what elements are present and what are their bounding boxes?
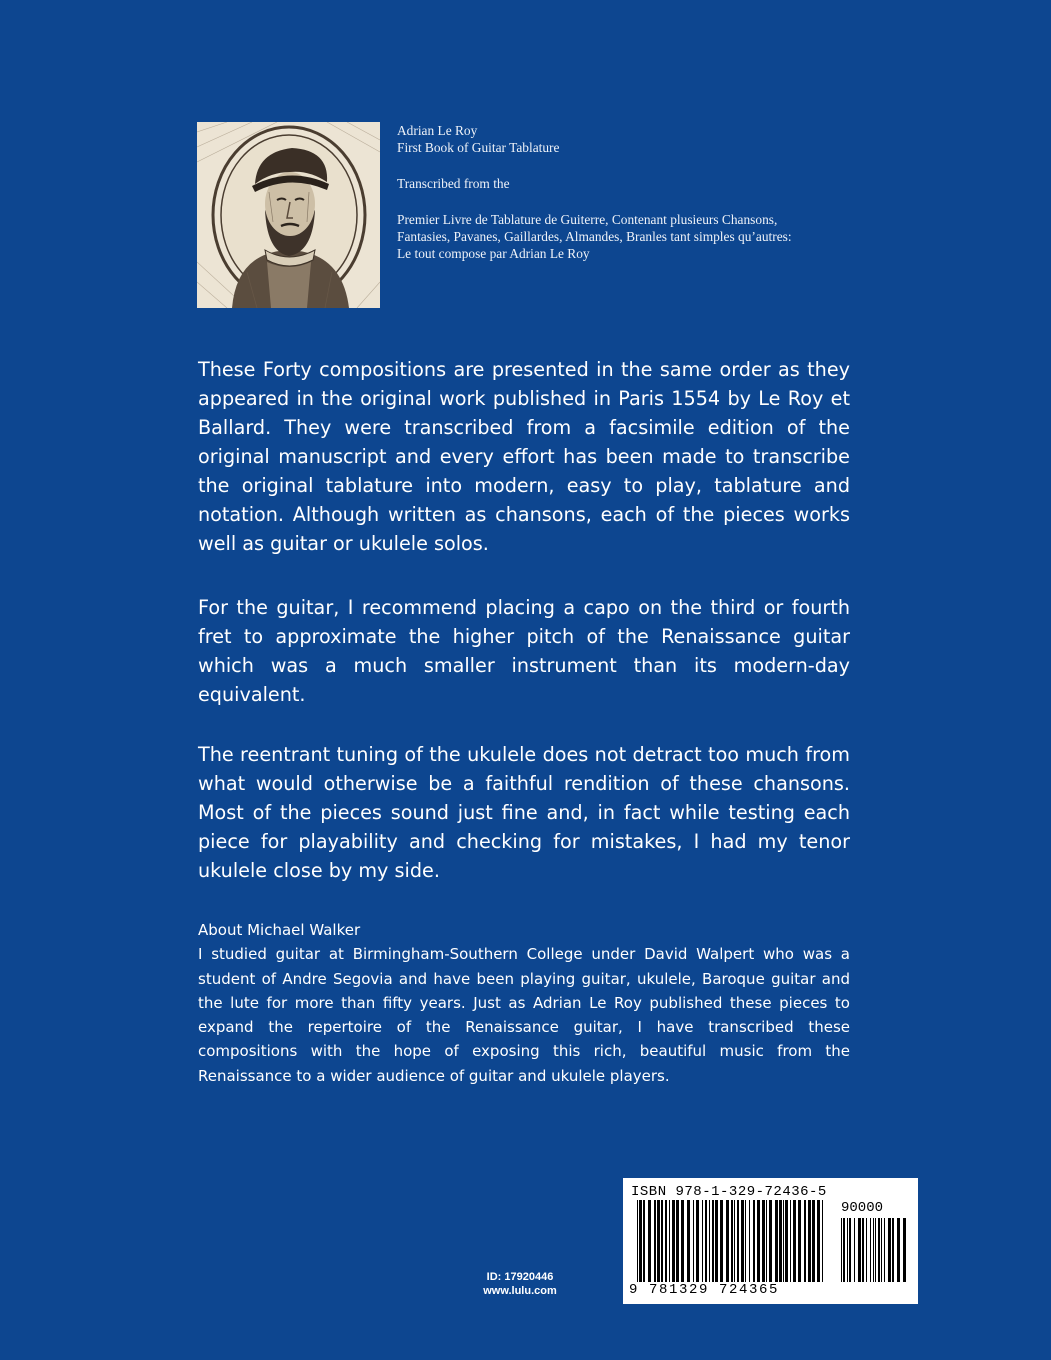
barcode-bar xyxy=(881,1218,882,1282)
ukulele-paragraph: The reentrant tuning of the ukulele does not detract too much from what would otherwise be a faithful rendition of these chansons. Most of the pieces sound just fine and, in fact while testing each piece for playability and checking for mistakes, I had my tenor ukulele close by my side. xyxy=(198,743,850,882)
barcode-bar xyxy=(783,1200,784,1282)
barcode-bar xyxy=(888,1218,891,1282)
barcode-bar xyxy=(841,1218,842,1282)
barcode-bar xyxy=(661,1200,663,1282)
barcode-bar xyxy=(812,1200,815,1282)
book-id: ID: 17920446 xyxy=(486,1271,554,1283)
original-title-line-1: Premier Livre de Tablature de Guiterre, Contenant plusieurs Chansons, xyxy=(397,212,778,227)
about-text: I studied guitar at Birmingham-Southern College under David Walpert who was a student of Andre Segovia and have been playing guitar, ukulele, Baroque guitar and the lute for more than fifty years. Just as Adrian Le Roy published these pieces to expand the repertoire of the Renaissance guitar, I have transcribed these compositions with the hope of exposing this rich, beautiful music from the Renaissance to a wider audience of guitar and ukulele players. xyxy=(198,945,850,1085)
addon-barcode-bars xyxy=(839,1218,907,1282)
barcode-bar xyxy=(712,1200,714,1282)
isbn-label: ISBN 978-1-329-72436-5 xyxy=(631,1184,827,1200)
barcode-bar xyxy=(875,1218,876,1282)
barcode-bar xyxy=(762,1200,765,1282)
barcode-bar xyxy=(726,1200,729,1282)
barcode-bar xyxy=(790,1200,791,1282)
intro-paragraph: These Forty compositions are presented in the same order as they appeared in the original work published in Paris 1554 by Le Roy et Ballard. They were transcribed from a facsimile edition of the original manuscript and every effort has been made to transcribe the original tablature into modern, easy to play, tablature and notation. Although written as chansons, each of the pieces works well as guitar or ukulele solos. xyxy=(198,358,850,555)
barcode-bar xyxy=(720,1200,723,1282)
barcode-bar xyxy=(669,1200,670,1282)
barcode-bar xyxy=(793,1200,796,1282)
barcode-bar xyxy=(808,1200,811,1282)
barcode-bar xyxy=(639,1200,642,1282)
barcode-bar xyxy=(775,1200,778,1282)
barcode-bar xyxy=(672,1200,675,1282)
barcode-bar xyxy=(734,1200,735,1282)
title-block xyxy=(397,122,867,262)
publisher-info xyxy=(470,1270,570,1298)
barcode-bar xyxy=(757,1200,760,1282)
barcode-bar xyxy=(847,1218,848,1282)
barcode-bar xyxy=(709,1200,710,1282)
barcode-bar xyxy=(878,1218,880,1282)
barcode-bar xyxy=(687,1200,690,1282)
isbn-barcode xyxy=(623,1178,918,1304)
barcode-bar xyxy=(873,1218,874,1282)
barcode-bar xyxy=(766,1200,767,1282)
barcode-bar xyxy=(897,1218,900,1282)
barcode-bar xyxy=(866,1218,867,1282)
barcode-bar xyxy=(715,1200,718,1282)
barcode-bar xyxy=(892,1218,894,1282)
barcode-bar xyxy=(731,1200,733,1282)
barcode-bar xyxy=(737,1200,739,1282)
about-heading: About Michael Walker xyxy=(198,921,361,939)
barcode-bar xyxy=(817,1200,820,1282)
barcode-bar xyxy=(798,1200,801,1282)
barcode-bar xyxy=(769,1200,772,1282)
barcode-bar xyxy=(870,1218,871,1282)
ean-barcode-bars xyxy=(635,1200,825,1282)
author-portrait xyxy=(197,122,380,308)
barcode-bar xyxy=(741,1200,744,1282)
price-code: 90000 xyxy=(841,1200,884,1216)
barcode-bar xyxy=(654,1200,656,1282)
barcode-bar xyxy=(637,1200,638,1282)
barcode-bar xyxy=(753,1200,755,1282)
transcribed-label: Transcribed from the xyxy=(397,176,510,191)
barcode-bar xyxy=(648,1200,651,1282)
barcode-bar xyxy=(849,1218,851,1282)
barcode-bar xyxy=(843,1218,845,1282)
barcode-bar xyxy=(745,1200,746,1282)
guitar-paragraph: For the guitar, I recommend placing a capo on the third or fourth fret to approximate the higher pitch of the Renaissance guitar which was a much smaller instrument than its modern-day equivalent. xyxy=(198,596,850,706)
barcode-bar xyxy=(822,1200,823,1282)
original-title-line-3: Le tout compose par Adrian Le Roy xyxy=(397,246,590,261)
barcode-bar xyxy=(705,1200,707,1282)
barcode-bar xyxy=(854,1218,855,1282)
book-title: First Book of Guitar Tablature xyxy=(397,140,560,155)
barcode-bar xyxy=(643,1200,645,1282)
barcode-bar xyxy=(681,1200,684,1282)
barcode-bar xyxy=(676,1200,679,1282)
barcode-bar xyxy=(657,1200,660,1282)
author-name: Adrian Le Roy xyxy=(397,123,478,138)
barcode-bar xyxy=(903,1218,906,1282)
barcode-bar xyxy=(858,1218,861,1282)
publisher-url: www.lulu.com xyxy=(483,1285,557,1297)
barcode-bar xyxy=(702,1200,703,1282)
barcode-bar xyxy=(693,1200,694,1282)
barcode-bar xyxy=(749,1200,750,1282)
original-title-line-2: Fantasies, Pavanes, Gaillardes, Almandes, Branles tant simples qu’autres: xyxy=(397,229,792,244)
barcode-bar xyxy=(665,1200,667,1282)
about-author xyxy=(198,918,850,1088)
barcode-bar xyxy=(804,1200,806,1282)
barcode-bar xyxy=(785,1200,788,1282)
barcode-bar xyxy=(862,1218,864,1282)
barcode-bar xyxy=(884,1218,885,1282)
ean-digits: 9 781329 724365 xyxy=(629,1282,780,1298)
barcode-bar xyxy=(779,1200,782,1282)
barcode-bar xyxy=(696,1200,699,1282)
